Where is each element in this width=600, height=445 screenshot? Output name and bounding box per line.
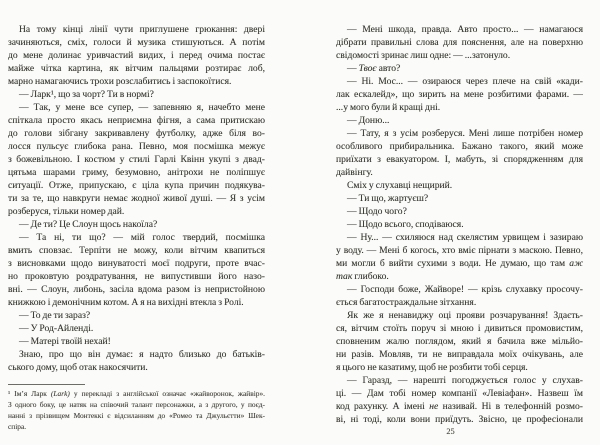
text-line: ці. — Дам тобі номер компанії «Левіафан». Назвеш їм	[336, 388, 583, 399]
text-line: — Ну... — схиляюся над скелястим урвищем і зазираю	[347, 232, 583, 243]
text-line: розберуся, тільки номер дай.	[8, 206, 125, 217]
italic-text: аж	[569, 258, 583, 269]
text-line: спіра.	[8, 422, 27, 431]
text-line: я цього не казатиму, щоб не розбити тобі серця.	[336, 362, 528, 373]
italic-text: (Lark)	[50, 389, 70, 398]
text-line: цятьма шарами гриму, безумовно, анітрохи не поліпшує	[8, 167, 265, 178]
text-line: — Матері твоїй нехай!	[19, 336, 111, 347]
text-line: ситуації. Отже, припускаю, є ціла купа причин подякува-	[8, 180, 265, 191]
text-line: Як же я ненавиджу оці прояви розчарування! Здаєть-	[347, 310, 583, 321]
text-line: до голови зібгану закривавлену футболку, адже біля во-	[8, 128, 265, 139]
text-line: — Тату, я з усім розберуся. Мені лише потрібен номер	[347, 128, 583, 139]
text-line: ми могли б вийти сухими з води. Не думаю, що там аж	[336, 258, 583, 269]
text-line: — Ти що, жартуєш?	[347, 193, 429, 204]
text-line: майже чітка картина, як вітчим пальцями розтирає лоб,	[8, 63, 265, 74]
text-line: — Мені шкода, правда. Авто просто... — намагаюся	[347, 24, 583, 35]
text-line: ві, ні тоді, коли вони приїдуть. Звісно, це професіонали	[336, 414, 583, 425]
text-line: лосся пульсує глибока рана. Певно, моя посмішка межує	[8, 141, 265, 152]
italic-text: так	[336, 271, 353, 282]
text-line: особливого прибиральника. Бажано такого, який може	[336, 141, 583, 152]
text-line: Сміх у слухавці нещирий.	[347, 180, 453, 191]
footnote	[8, 388, 265, 432]
text-line: так глибоко.	[336, 271, 389, 282]
text-line: книжкою і демонічним котом. А я на вихідні втекла з Ролі.	[8, 297, 244, 308]
text-line: код рахунку. А імені не називай. Ні в телефонній розмо-	[336, 401, 583, 412]
text-line: — Господи боже, Жайворе! — крізь слухавку просочу-	[347, 284, 583, 295]
italic-text: не	[429, 401, 439, 412]
italic-text: Твоє	[358, 63, 377, 74]
text-line: ...у мого були й кращі дні.	[336, 102, 441, 113]
right-page-text-column	[336, 23, 583, 426]
text-line: ського дому, щоб отак накосячити.	[8, 362, 148, 373]
text-line: з висновками щодо винуватості моєї подруги, проте вчас-	[8, 258, 265, 269]
text-line: вні. — Слоун, либонь, засіла вдома разом із непристойною	[8, 284, 265, 295]
text-line: — Щодо чого?	[347, 206, 407, 217]
text-line: до мене долинає уривчастий видих, і перед очима постає	[8, 50, 265, 61]
text-line: ється багатостраждальне зітхання.	[336, 297, 477, 308]
text-line: — Твоє авто?	[347, 63, 401, 74]
text-line: нанні з прізвищем Монтеккі є відсиланням до «Ромео та Джульєтти» Шек-	[8, 411, 265, 420]
text-line: На тому кінці лінії чути приглушене грюкання: двері	[19, 24, 265, 35]
text-line: у воду. — Мені б когось, хто вміє пірнати з маскою. Певно,	[336, 245, 583, 256]
text-line: свідомості зринає лиш одне: — ...затонуло.	[336, 50, 511, 61]
text-line: приїхати з евакуатором. І, мабуть, зі спорядженням для	[336, 154, 583, 165]
text-line: лак ескалейд», що зирить на мене розбитими фарами. —	[336, 89, 583, 100]
text-line: сповненим жалю поглядом, який я бачила вже мільйо-	[336, 336, 583, 347]
text-line: — То де ти зараз?	[19, 310, 91, 321]
text-line: — Де ти? Це Слоун щось накоїла?	[19, 219, 158, 230]
text-line: дібрати правильні слова для пояснення, але на поверхню	[336, 37, 583, 48]
text-line: — Щодо всього, сподіваюся.	[347, 219, 464, 230]
text-line: вмить сповзає. Терпіти не можу, коли вітчим квапиться	[8, 245, 265, 256]
text-line: спіткала просто якась неприємна фігня, а сама притискаю	[8, 115, 265, 126]
text-line: ся, вітчим стоїть поруч зі мною і дивиться промовистим,	[336, 323, 583, 334]
text-line: — У Род-Айленді.	[19, 323, 94, 334]
text-line: — Доню...	[347, 115, 390, 126]
footnote-separator-rule	[8, 384, 85, 385]
text-line: — Ні. Мос... — озираюся через плече на свій «кади-	[347, 76, 583, 87]
text-line: — Гаразд, — нарешті погоджується голос у слухав-	[347, 375, 583, 386]
text-line: ни разів. Мовляв, ти не виправдала моїх очікувань, але	[336, 349, 583, 360]
text-line: — Ларк¹, що за чорт? Ти в нормі?	[19, 89, 154, 100]
text-line: з божевільною. І костюм у стилі Гарлі Квінн укупі з двад-	[8, 154, 265, 165]
text-line: но проковтую роздратування, не випустивши його назо-	[8, 271, 265, 282]
text-line: ти за те, що навкруги немає жодної живої душі. — Я з усім	[8, 193, 265, 204]
text-line: З одного боку, це натяк на співочий талант персонажки, а з другого, у поєд-	[8, 400, 265, 409]
text-line: зачиняються, сміх, голоси й музика стишуються. А потім	[8, 37, 265, 48]
text-line: Знаю, про що він думає: я надто близько до батьків-	[19, 349, 265, 360]
left-page-text-column	[8, 23, 265, 374]
page-number: 25	[446, 427, 455, 436]
text-line: марно намагаючись трохи розслабитись і заспокоїтися.	[8, 76, 232, 87]
text-line: ¹ Ім’я Ларк (Lark) у перекладі з англійської означає «жайворонок, жайвір».	[8, 389, 265, 398]
text-line: — Так, у мене все супер, — запевняю я, начебто мене	[19, 102, 265, 113]
text-line: — Та ні, ти що? — мій голос твердий, посмішка	[19, 232, 265, 243]
text-line: дайвінгу.	[336, 167, 373, 178]
